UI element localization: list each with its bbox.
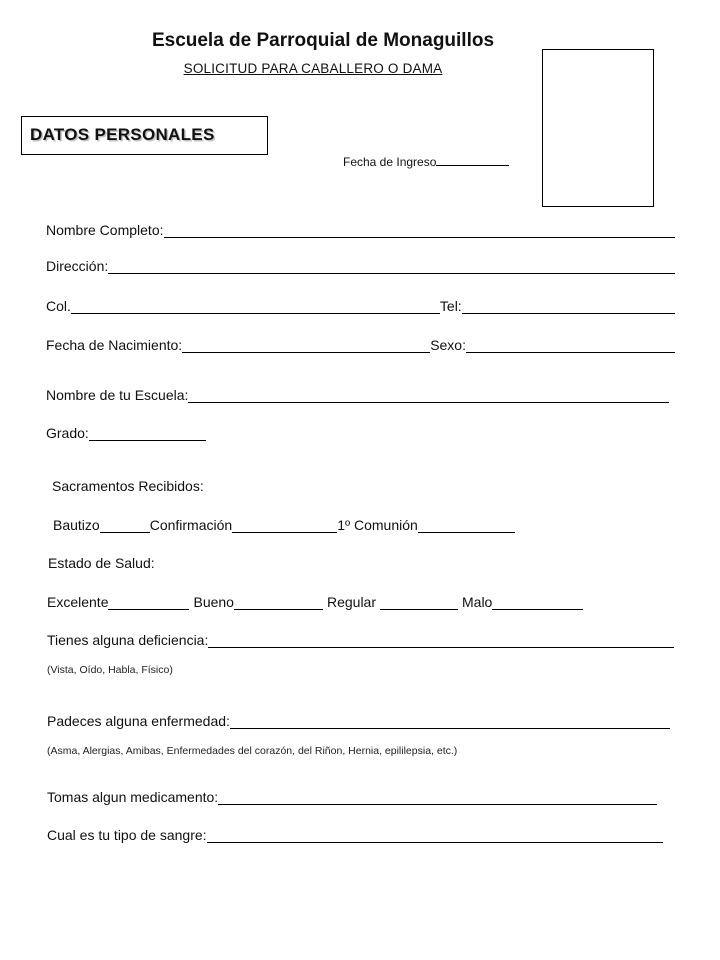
salud-label: Estado de Salud: [48,555,155,571]
bautizo-label: Bautizo [53,517,100,533]
regular-label: Regular [326,594,376,610]
form-title: Escuela de Parroquial de Monaguillos [151,30,495,51]
medicamento-row [47,788,657,805]
deficiencia-row [47,631,674,648]
sexo-line[interactable] [466,337,675,353]
escuela-label: Nombre de tu Escuela: [46,387,189,403]
grado-row [46,424,206,441]
grado-label: Grado: [46,425,89,441]
comunion-label: 1º Comunión [337,517,418,533]
malo-line[interactable] [492,594,583,610]
excelente-label: Excelente [47,594,109,610]
nombre-completo-line[interactable] [164,222,676,238]
enfermedad-note: (Asma, Alergias, Amibas, Enfermedades del corazón, del Riñon, Hernia, epililepsia, etc.) [47,745,458,757]
photo-box [542,49,654,207]
deficiencia-line[interactable] [208,632,674,648]
tel-label: Tel: [439,298,462,314]
salud-fields-row [47,593,583,610]
medicamento-label: Tomas algun medicamento: [47,789,219,805]
enfermedad-label: Padeces alguna enfermedad: [47,713,230,729]
col-label: Col. [46,298,71,314]
sacramentos-row [52,477,204,494]
fecha-ingreso-field [343,153,509,169]
malo-label: Malo [462,594,493,610]
sangre-label: Cual es tu tipo de sangre: [47,827,207,843]
deficiencia-note: (Vista, Oído, Habla, Físico) [47,664,173,676]
sacramentos-fields-row [53,516,515,533]
direccion-row [46,257,675,274]
sexo-label: Sexo: [430,337,466,353]
deficiencia-label: Tienes alguna deficiencia: [47,632,209,648]
col-line[interactable] [71,298,440,314]
fecha-nacimiento-label: Fecha de Nacimiento: [46,337,183,353]
escuela-line[interactable] [188,387,669,403]
escuela-row [46,386,669,403]
nombre-completo-row [46,221,675,238]
direccion-line[interactable] [108,258,675,274]
grado-line[interactable] [89,425,206,441]
comunion-line[interactable] [418,517,515,533]
medicamento-line[interactable] [218,789,657,805]
excelente-line[interactable] [108,594,189,610]
salud-row [48,554,155,571]
fecha-ingreso-line[interactable] [436,153,509,166]
bautizo-line[interactable] [100,517,150,533]
regular-line[interactable] [380,594,458,610]
nacimiento-sexo-row [46,336,675,353]
confirmacion-line[interactable] [232,517,337,533]
fecha-nacimiento-line[interactable] [182,337,430,353]
sacramentos-label: Sacramentos Recibidos: [52,478,204,494]
form-subtitle: SOLICITUD PARA CABALLERO O DAMA [183,61,443,76]
col-tel-row [46,297,675,314]
bueno-label: Bueno [193,594,234,610]
enfermedad-row [47,712,670,729]
direccion-label: Dirección: [46,258,109,274]
tel-line[interactable] [462,298,675,314]
bueno-line[interactable] [234,594,323,610]
nombre-completo-label: Nombre Completo: [46,222,164,238]
section-title: DATOS PERSONALES [30,125,215,144]
enfermedad-line[interactable] [230,713,670,729]
confirmacion-label: Confirmación [149,517,233,533]
sangre-row [47,826,663,843]
fecha-ingreso-label: Fecha de Ingreso [343,155,437,169]
sangre-line[interactable] [207,827,663,843]
